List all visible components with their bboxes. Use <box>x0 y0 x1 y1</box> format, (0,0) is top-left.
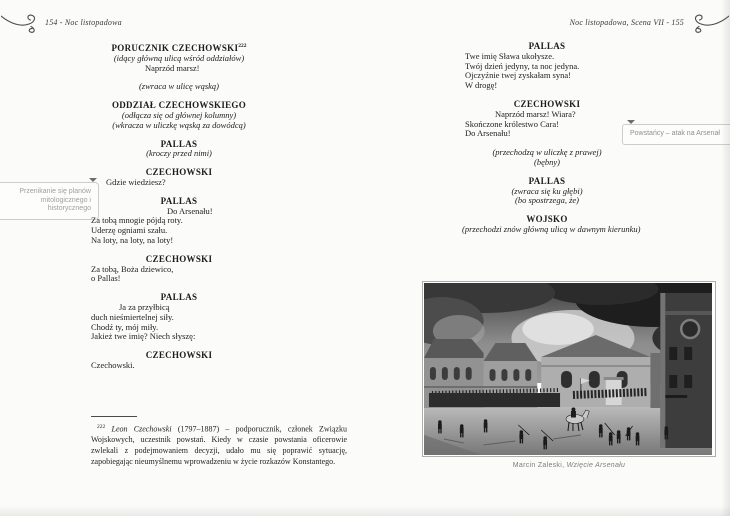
right-page-text <box>462 41 641 235</box>
dialogue-line: Skończone królestwo Cara! <box>465 118 559 129</box>
dialogue-line: Chodź ty, mój miły. <box>91 321 159 332</box>
caption-artist: Marcin Zaleski, <box>512 462 565 469</box>
character-name: WOJSKO <box>526 214 568 225</box>
dialogue-line: Naprzód marsz! <box>145 62 200 73</box>
stage-direction: (kroczy przed nimi) <box>146 148 212 159</box>
page-edge-bottom <box>0 506 730 516</box>
dialogue-line: Czechowski. <box>91 359 135 370</box>
character-name: PORUCZNIK CZECHOWSKI$^{222}$ <box>111 43 247 53</box>
stage-direction: (zwraca się ku głębi) <box>511 185 583 196</box>
left-page-text <box>91 42 267 371</box>
character-name: CZECHOWSKI <box>145 167 213 178</box>
footnote-text <box>91 422 347 468</box>
dialogue-line: W drogę! <box>465 80 498 91</box>
margin-note-arsenal-attack <box>622 124 730 145</box>
dialogue-line: Na loty, na loty, na loty! <box>91 234 174 245</box>
right-page-header: Noc listopadowa, Scena VII - 155 <box>569 18 684 27</box>
caption-title: Wzięcie Arsenału <box>566 462 626 469</box>
character-name: PALLAS <box>528 41 566 51</box>
corner-flourish-left <box>1 10 43 36</box>
dialogue-line: Naprzód marsz! Wiara? <box>495 108 576 119</box>
dialogue-line: Gdzie wiedziesz? <box>106 176 166 187</box>
character-name: CZECHOWSKI <box>513 98 581 109</box>
footnote <box>91 416 347 468</box>
stage-direction: (zwraca w ulicę wąską) <box>138 81 220 92</box>
stage-direction: (przechodzą w uliczkę z prawej) <box>492 147 602 158</box>
footnote-body: (1797–1887) – podporucznik, członek Związku Wojskowych, uczestnik powstań. Kiedy w czasie powstania oficerowie zwlekali z podejmowaniem decyzji, udało mu się poprawić sytuację, zapobiegając nieumyślnemu wprowadzeniu w życie rozkazów Konstantego. <box>91 424 348 467</box>
dialogue-line: Ojczyźnie twej zyskałam syna! <box>465 70 571 81</box>
character-name: PALLAS <box>528 175 566 186</box>
footnote-person-name: Leon Czechowski <box>111 424 172 434</box>
dialogue-line: o Pallas! <box>91 273 121 284</box>
character-name: PALLAS <box>160 195 198 206</box>
left-page-header: 154 - Noc listopadowa <box>45 18 122 27</box>
arsenal-painting <box>422 281 716 457</box>
dialogue-line: Uderzę ogniami szału. <box>91 225 168 236</box>
dialogue-line: Ja za przyłbicą <box>119 301 170 312</box>
dialogue-line: duch nieśmiertelnej siły. <box>91 311 174 322</box>
dialogue-line: Do Arsenału! <box>167 205 213 216</box>
dialogue-line: Za tobą mnogie pójdą roty. <box>91 215 183 226</box>
margin-note-text: Powstańcy – atak na Arsenał <box>630 130 720 137</box>
dialogue-line: Twój dzień jedyny, ta noc jedyna. <box>465 60 580 71</box>
stage-direction: (bębny) <box>534 156 560 167</box>
stage-direction: (idący główną ulicą wśród oddziałów) <box>113 52 245 63</box>
footnote-rule <box>91 416 137 417</box>
dialogue-line: Za tobą, Boża dziewico, <box>91 263 174 274</box>
margin-note-mythological-plans <box>0 182 99 220</box>
character-name: ODDZIAŁ CZECHOWSKIEGO <box>111 100 247 111</box>
arsenal-painting-art <box>424 283 712 455</box>
dialogue-line: Do Arsenału! <box>465 128 511 139</box>
footnote-marker: 222 <box>97 424 106 430</box>
stage-direction: (odłącza się od głównej kolumny) <box>121 109 237 120</box>
character-name: PALLAS <box>160 292 198 303</box>
character-name: CZECHOWSKI <box>145 253 213 264</box>
margin-note-text: Przenikanie się planów mitologicznego i historycznego <box>19 188 91 213</box>
stage-direction: (bo spostrzega, że) <box>515 195 579 206</box>
dialogue-line: Twe imię Sława ukołysze. <box>465 50 555 61</box>
character-name: PALLAS <box>160 138 198 149</box>
footnote-ref: 222 <box>238 43 247 49</box>
arsenal-figure <box>422 281 716 469</box>
stage-direction: (przechodzi znów główną ulicą w dawnym kierunku) <box>462 223 641 234</box>
character-name: CZECHOWSKI <box>145 350 213 361</box>
page-edge-right <box>721 0 730 516</box>
figure-caption <box>422 462 716 469</box>
stage-direction: (wkracza w uliczkę wąską za dowódcą) <box>112 119 246 130</box>
dialogue-line: Jakież twe imię? Niech słyszę: <box>91 331 196 342</box>
